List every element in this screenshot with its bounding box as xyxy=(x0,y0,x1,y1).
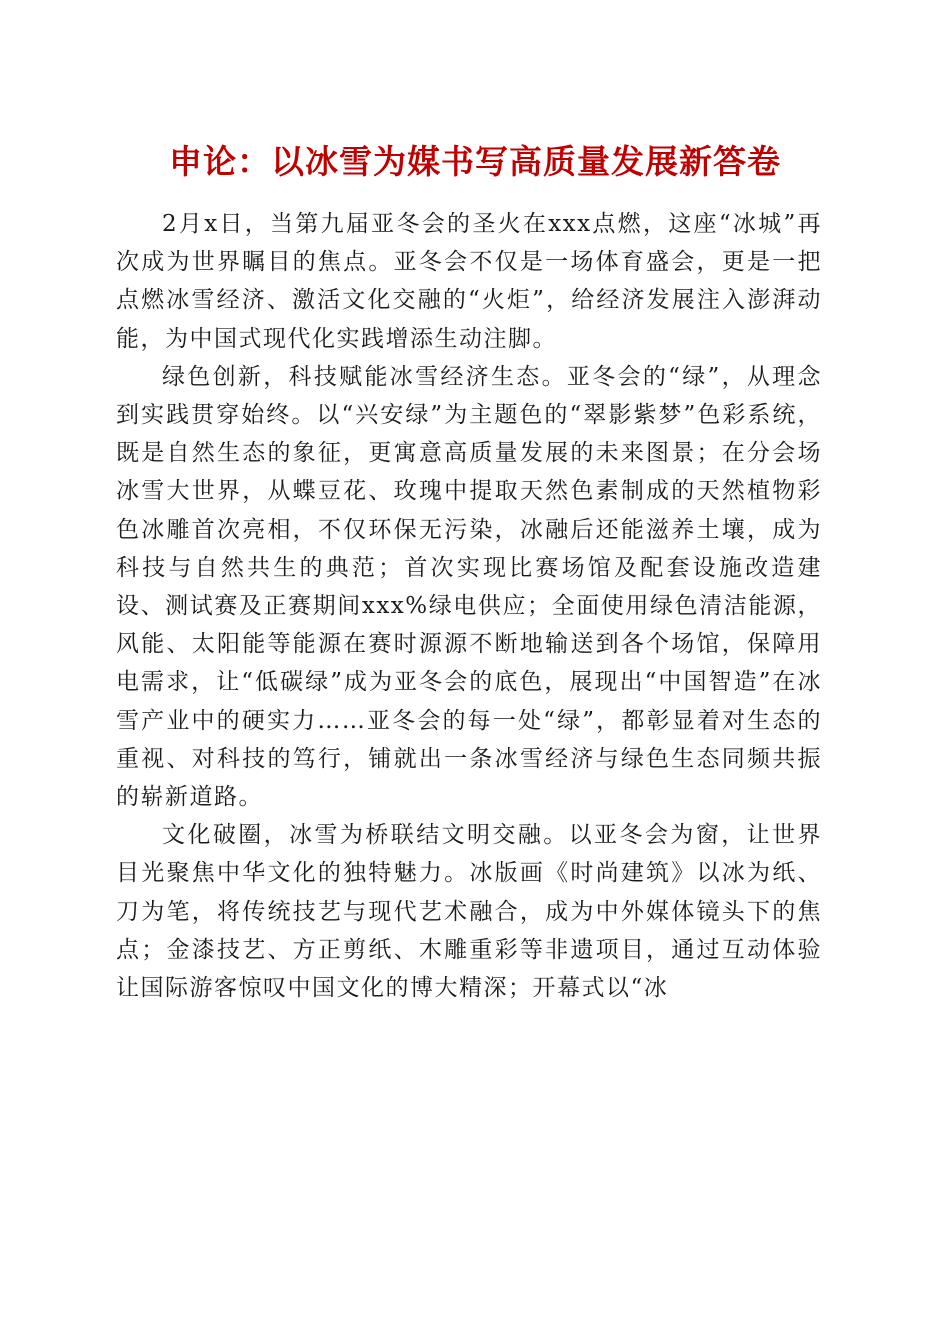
document-title: 申论：以冰雪为媒书写高质量发展新答卷 xyxy=(169,142,781,181)
document-body xyxy=(116,205,822,1007)
paragraph-culture: 文化破圈，冰雪为桥联结文明交融。以亚冬会为窗，让世界目光聚焦中华文化的独特魅力。冰版画《时尚建筑》以冰为纸、刀为笔，将传统技艺与现代艺术融合，成为中外媒体镜头下的焦点；金漆技艺、方正剪纸、木雕重彩等非遗项目，通过互动体验让国际游客惊叹中国文化的博大精深；开幕式以“冰 xyxy=(116,822,822,1002)
paragraph-green-innovation: 绿色创新，科技赋能冰雪经济生态。亚冬会的“绿”，从理念到实践贯穿始终。以“兴安绿”为主题色的“翠影紫梦”色彩系统，既是自然生态的象征，更寓意高质量发展的未来图景；在分会场冰雪大世界，从蝶豆花、玫瑰中提取天然色素制成的天然植物彩色冰雕首次亮相，不仅环保无污染，冰融后还能滋养土壤，成为科技与自然共生的典范；首次实现比赛场馆及配套设施改造建设、测试赛及正赛期间xxx%绿电供应；全面使用绿色清洁能源，风能、太阳能等能源在赛时源源不断地输送到各个场馆，保障用电需求，让“低碳绿”成为亚冬会的底色，展现出“中国智造”在冰雪产业中的硬实力……亚冬会的每一处“绿”，都彰显着对生态的重视、对科技的笃行，铺就出一条冰雪经济与绿色生态同频共振的崭新道路。 xyxy=(116,363,822,811)
paragraph-intro: 2月x日，当第九届亚冬会的圣火在xxx点燃，这座“冰城”再次成为世界瞩目的焦点。亚冬会不仅是一场体育盛会，更是一把点燃冰雪经济、激活文化交融的“火炬”，给经济发展注入澎湃动能，为中国式现代化实践增添生动注脚。 xyxy=(116,211,822,352)
